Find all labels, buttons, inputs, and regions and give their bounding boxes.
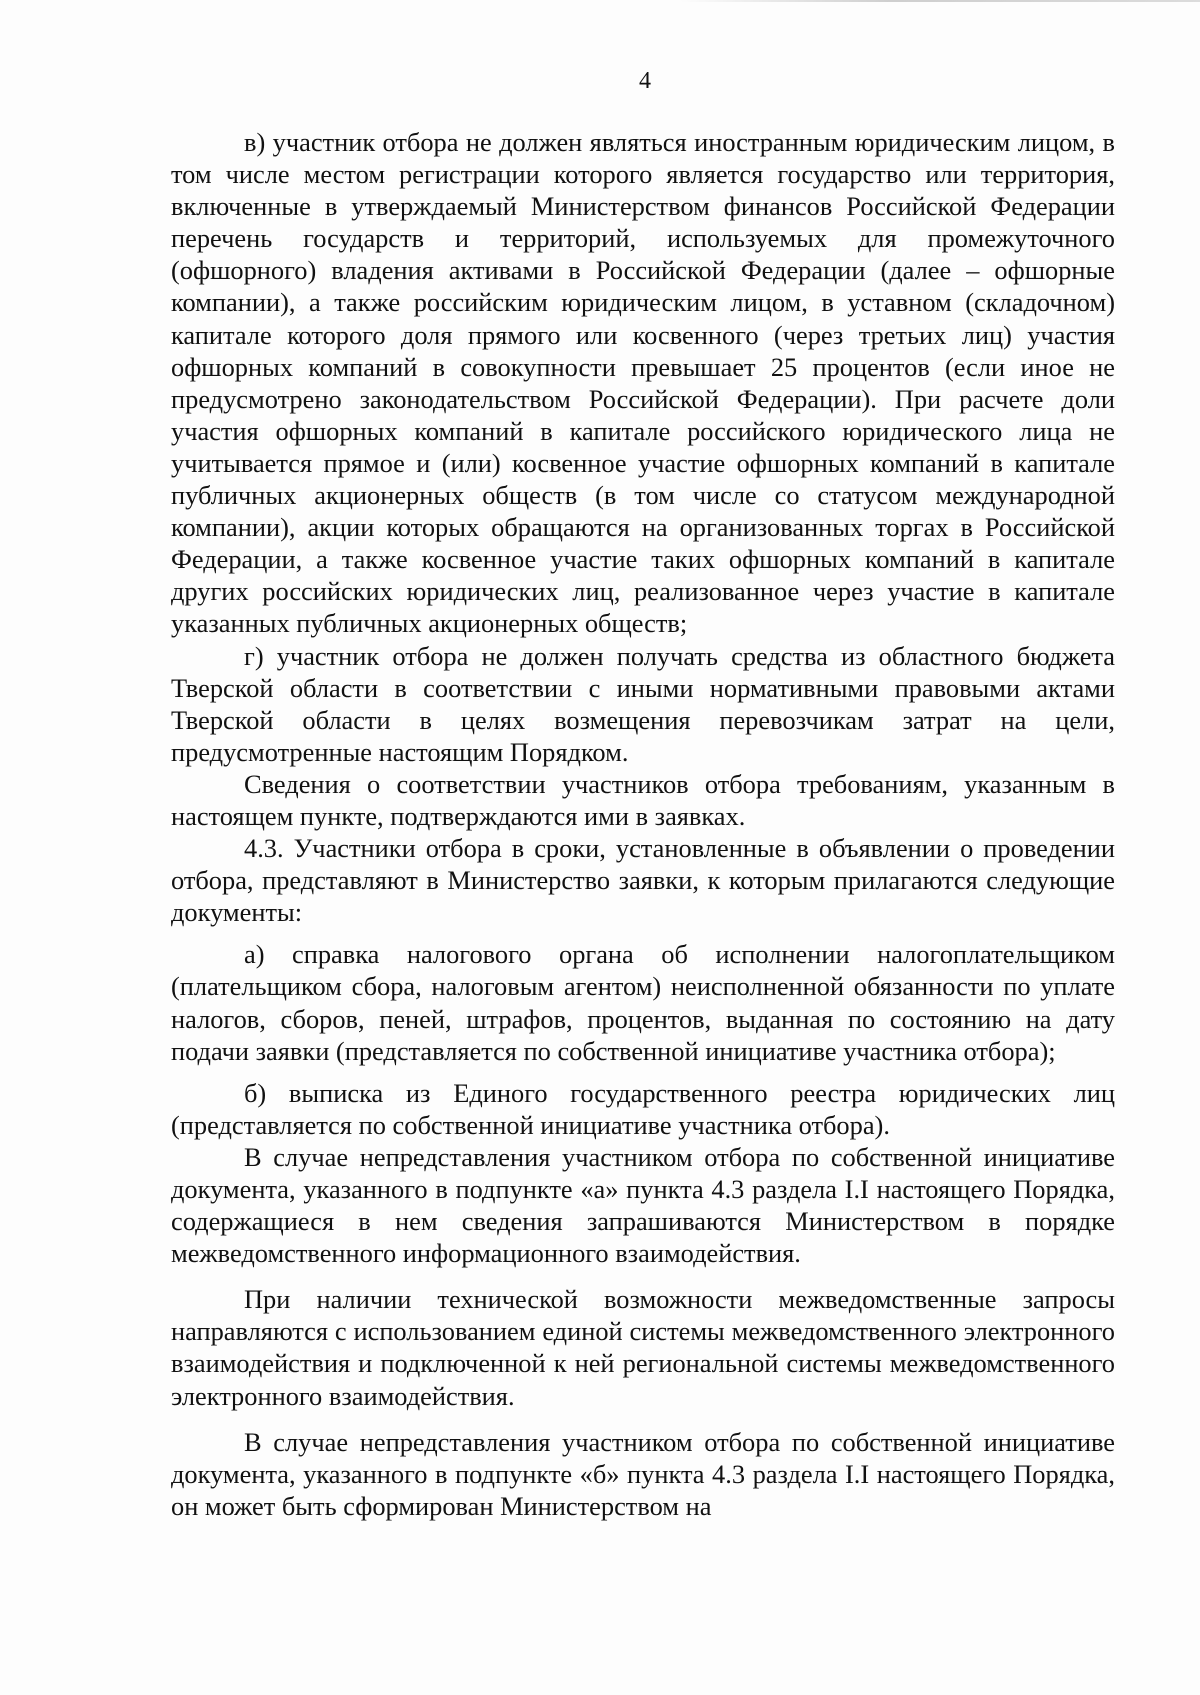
document-body	[171, 126, 1115, 1522]
paragraph-a-tax-certificate: а) справка налогового органа об исполнении налогоплательщиком (плательщиком сбора, налоговым агентом) неисполненной обязанности по уплате налогов, сборов, пеней, штрафов, процентов, выданная по состоянию на дату подачи заявки (представляется по собственной инициативе участника отбора);	[171, 939, 1115, 1066]
paragraph-interagency-requests: При наличии технической возможности межведомственные запросы направляются с использованием единой системы межведомственного электронного взаимодействия и подключенной к ней региональной системы межведомственного электронного взаимодействия.	[171, 1284, 1115, 1411]
paragraph-v-offshore: в) участник отбора не должен являться иностранным юридическим лицом, в том числе местом регистрации которого является государство или территория, включенные в утверждаемый Министерством финансов Российской Федерации перечень государств и территорий, используемых для промежуточного (офшорного) владения активами в Российской Федерации (далее – офшорные компании), а также российским юридическим лицом, в уставном (складочном) капитале которого доля прямого или косвенного (через третьих лиц) участия офшорных компаний в совокупности превышает 25 процентов (если иное не предусмотрено законодательством Российской Федерации). При расчете доли участия офшорных компаний в капитале российского юридического лица не учитывается прямое и (или) косвенное участие офшорных компаний в капитале публичных акционерных обществ (в том числе со статусом международной компании), акции которых обращаются на организованных торгах в Российской Федерации, а также косвенное участие таких офшорных компаний в капитале других российских юридических лиц, реализованное через участие в капитале указанных публичных акционерных обществ;	[171, 127, 1115, 639]
paragraph-case-a-not-submitted: В случае непредставления участником отбора по собственной инициативе документа, указанного в подпункте «а» пункта 4.3 раздела I.I настоящего Порядка, содержащиеся в нем сведения запрашиваются Министерством в порядке межведомственного информационного взаимодействия.	[171, 1141, 1115, 1269]
page-number: 4	[639, 68, 651, 94]
paragraph-4-3-documents: 4.3. Участники отбора в сроки, установленные в объявлении о проведении отбора, представляют в Министерство заявки, к которым прилагаются следующие документы:	[171, 833, 1115, 928]
paragraph-b-registry-extract: б) выписка из Единого государственного реестра юридических лиц (представляется по собственной инициативе участника отбора).	[171, 1077, 1115, 1140]
paragraph-g-budget: г) участник отбора не должен получать средства из областного бюджета Тверской области в соответствии с иными нормативными правовыми актами Тверской области в целях возмещения перевозчикам затрат на цели, предусмотренные настоящим Порядком.	[171, 640, 1115, 767]
scan-edge-line	[680, 0, 1200, 2]
paragraph-compliance-info: Сведения о соответствии участников отбора требованиям, указанным в настоящем пункте, подтверждаются ими в заявках.	[171, 768, 1115, 831]
paragraph-case-b-not-submitted: В случае непредставления участником отбора по собственной инициативе документа, указанного в подпункте «б» пункта 4.3 раздела I.I настоящего Порядка, он может быть сформирован Министерством на	[171, 1426, 1115, 1521]
